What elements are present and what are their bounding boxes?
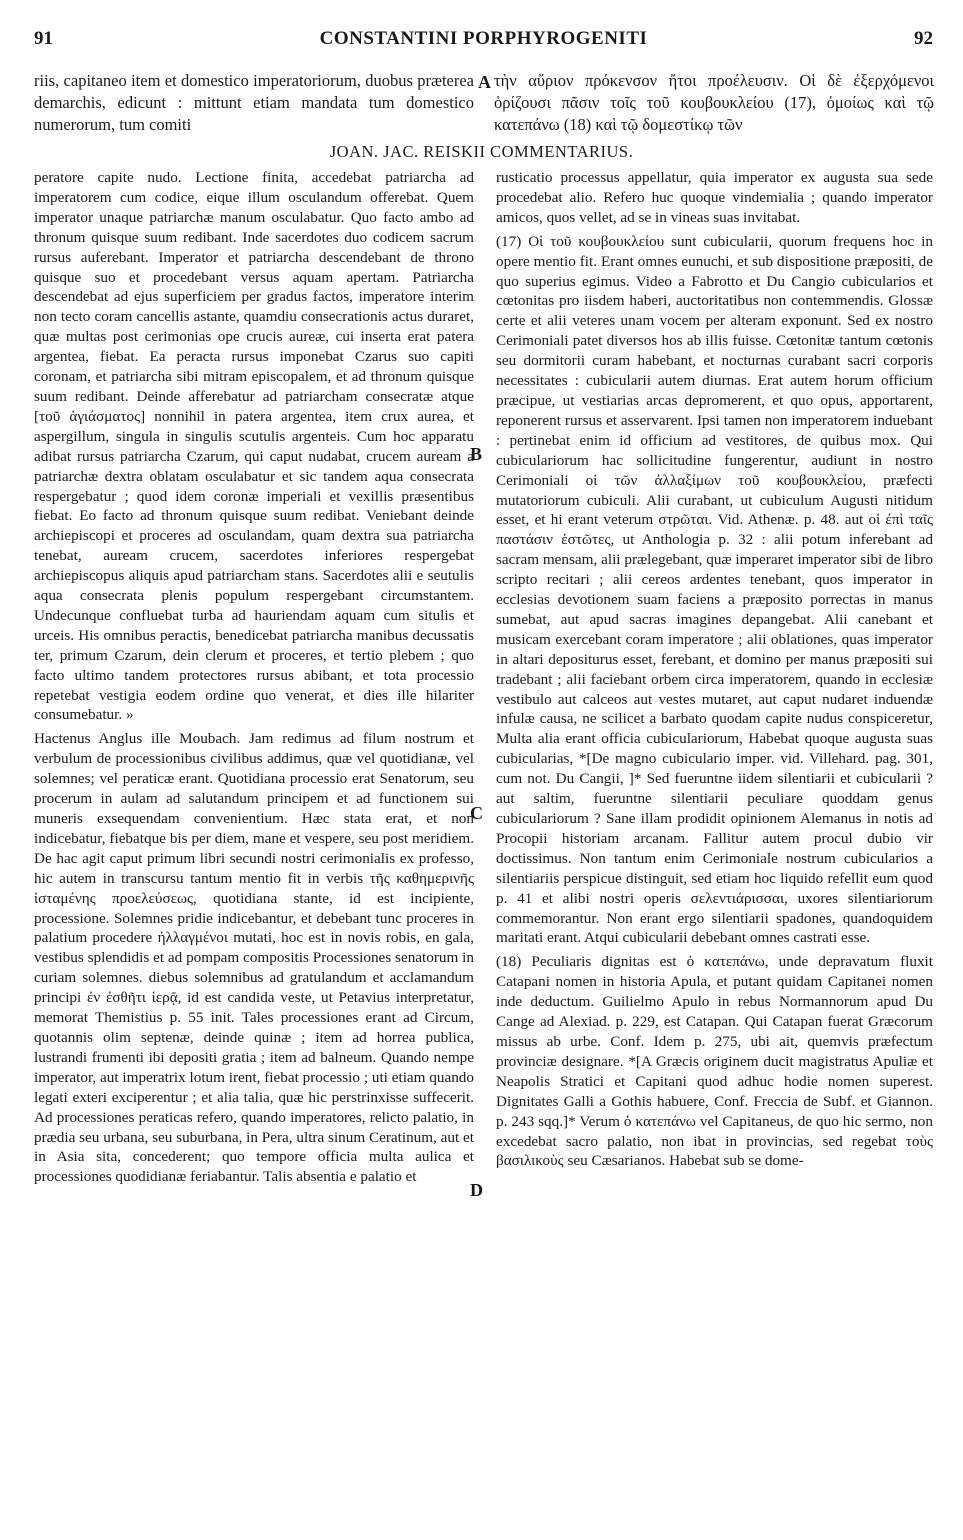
latin-translation: riis, capitaneo item et domestico imperatoriorum, duobus præterea demarchis, edicunt : mittunt etiam mandata tum domestico numerorum, tum comiti bbox=[34, 71, 474, 134]
margin-marker-d: D bbox=[470, 1180, 483, 1200]
paragraph: (18) Peculiaris dignitas est ὁ κατεπάνω, unde depravatum fluxit Catapani nomen in historia Apula, et putant quidam Capitanei nomen inde deductum. Guilielmo Apulo in rebus Normannorum apud Du Cange ad Alexiad. p. 229, est Catapan. Qui Catapan fuerat Græcorum missus ab urbe. Conf. Idem p. 275, ubi ait, quemvis præfectum provinciæ designare. *[A Græcis originem ducit magistratus Apuliæ et Neapolis Stratici et Capitani quod adhuc hodie nomen superest. Dignitates Galli a Gothis habuere, Conf. Freccia de Subf. et Giannon. p. 243 sqq.]* Verum ὁ κατεπάνω vel Capitaneus, de quo hic sermo, non excedebat sacro palatio, non ibat in provincias, sed regebat τοὺς βασιλικοὺς seu Cæsarianos. Habebat sub se dome- bbox=[496, 953, 933, 1170]
paragraph: (17) Οἱ τοῦ κουβουκλείου sunt cubicularii, quorum frequens hoc in opere mentio fit. Erant omnes eunuchi, et sub dispositione præpositi, de quo superius egimus. Video a Fabrotto et Du Cangio cubicularios et cœtonitas pro iisdem haberi, auctoritatibus non contemmendis. Glossæ certe et alii veteres unam vocem per alteram exponunt. Sed ex nostro Cerimoniali patet diversos hos ab illis fuisse. Cœtonitæ tantum cœtonis seu dormitorii curam habebant, et nocturnas curabant sacri corporis necessitates : cubicularii autem diurnas. Erat autem horum officium præcipue, ut vestiarias arcas depromerent, et quo opus, apportarent, reponerent rursus et asservarent. Ipsi tamen non imperatorem induebant : pertinebat enim id officium ad vestitores, de quibus mox. Qui cubiculariorum hac sollicitudine fungerentur, audiunt in nostro Cerimoniali οἱ τῶν ἀλλαξίμων τοῦ κουβουκλείου, præfecti mutatoriorum cubiculi. Alii curabant, ut cubiculum Augusti nitidum esset, et hi erant veterum στρῶται. Vid. Athenæ. p. 48. aut οἱ ἐπὶ ταῖς παστάσιν ἑστῶτες, ut Anthologia p. 32 : alii potum inferebant ad sacram mensam, alii prælegebant, quæ imperaret imperator sibi de libro scripto recitari ; alii cereos ardentes tenebant, quos imperator in ecclesias devotionem suam faciens a præposito porrectas in manus sumebat, aut apud sacras imagines depangebat. Alii canebant et musicam exercebant coram imperatore ; alii oblationes, quas imperator in altari depositurus esset, ferebant, et domino per manus præpositi sui tradebant ; alii faciebant orbem circa imperatorem, quando in ecclesiæ vestibulo aut calceos aut vestes mutaret, aut caput nudaret induendæ infulæ causa, ne scilicet a barbato quodam capite nudus conspiceretur, Multa alia erant officia cubiculariorum, Habebat quoque augusta suas cubicularias, *[De magno cubiculario imper. vid. Villehard. pag. 301, cum not. Du Cangii, ]* Sed fueruntne iidem silentiarii et cubicularii ? aut saltim, fueruntne silentiarii peculiare quoddam genus cubiculariorum ? Sane illam prodidit opinionem Alemanus in notis ad Procopii historiam arcanam. Fallitur autem procul dubio vir doctissimus. Non tantum enim Cerimoniale nostrum cubicularios a silentiariis perspicue distinguit, sed etiam hoc liquido refellit eum quod p. 41 et alibi nostri operis σελεντιάρισσαι, uxores silentiariorum commemorantur. Non erant ergo silentiarii spadones, quandoquidem maritati erant. Atqui cubicularii debebant omnes castrati esse. bbox=[496, 232, 933, 947]
paragraph: rusticatio processus appellatur, quia imperator ex augusta sua sede procedebat alio. Refero huc quoque vindemialia ; quando imperator amicos, quos vellet, ad se in vineas suas invitabat. bbox=[496, 169, 933, 226]
commentary-left-column bbox=[34, 168, 474, 1520]
commentary-right-column bbox=[496, 168, 933, 1520]
right-page-number: 92 bbox=[914, 28, 933, 49]
running-header bbox=[34, 28, 933, 58]
paragraph: peratore capite nudo. Lectione finita, accedebat patriarcha ad imperatorem cum codice, eique illum osculandum offerebat. Quem imperator unaque patriarchæ manum osculabatur. Quo facto ambo ad thronum quisque suum redibant. Inde sacerdotes duo codicem sacrum rursus auferebant. Imperator et patriarcha descendebant de throno quisque suo et procedebant versus aquam apertam. Patriarcha descendebat ad ejus superficiem per gradus factos, imperatore interim non tecto coram cancellis astante, quamdiu consecrationis actus duraret, quæ multas post cerimonias ope crucis aureæ, cui inserta erat patera argentea, fiebat. Ea peracta rursus imponebat Czarus suo capiti coronam, et patriarcha sibi mitram episcopalem, et ad thronum quisque suum redibant. Deinde afferebatur ad patriarcham consecratæ atque [τοῦ ἁγιάσματος] nonnihil in patera argentea, item crux aurea, et aspergillum, singula in singulis scutulis argenteis. Cum hoc apparatu adibat rursus patriarcha Czarum, qui caput nudabat, crucem auream a patriarchæ dextra oblatam osculabatur et sic tandem aqua consecrata respergebatur ; quod idem coronæ imperiali et vexillis præsentibus fiebat. Eo facto ad thronum quisque suum redibat. Veniebant deinde archiepiscopi et proceres ad osculandam, quam dextra sua patriarcha tenebat, auream crucem, sacerdotes inferiores respergebat archiepiscopus aliquis apud patriarcham stans. Sacerdotes alii e seutulis aqua consecrata plenis populum respergebant circumstantem. Undecunque confluebat turba ad hauriendam aquam cum situlis et urceis. His omnibus peractis, benedicebat patriarcha manibus decussatis ter, primum Czarum, dein clerum et proceres, et tertio plebem ; quo facto ultimo tandem protectores rursus abibant, et tota processio repetebat vestigia eodem ordine quo venerat, et dies ille hilariter consumebatur. » bbox=[34, 169, 474, 724]
margin-marker-c: C bbox=[470, 803, 483, 823]
margin-marker-b: B bbox=[470, 444, 483, 464]
margin-marker-a: A bbox=[478, 72, 491, 92]
commentary bbox=[34, 168, 933, 1520]
left-page-number: 91 bbox=[34, 28, 53, 49]
paragraph: Hactenus Anglus ille Moubach. Jam redimus ad filum nostrum et verbulum de processionibus civilibus addimus, quæ vel quotidianæ, vel solemnes; vel peraticæ erant. Quotidiana processio erat Senatorum, seu procerum in aulam ad salutandum principem et ad functionem sui muneris exsequendam convenientium. Hæc stata erat, et non indicebatur, fiebatque bis per diem, mane et vespere, seu post meridiem. De hac agit caput primum libri secundi nostri cerimonialis ex professo, hic autem in transcursu tantum mentio fit in verbis τῆς καθημερινῆς ἱσταμένης προελεύσεως, quotidiana stante, id est incipiente, processione. Solemnes pridie indicebantur, et debebant tunc proceres in palatium procedere ἠλλαγμένοι mutati, hoc est in novis robis, en gala, vestibus splendidis et ad pompam compositis Processiones senatorum in curiam solemnes. diebus solemnibus ad gratulandum et acclamandum principi ἐν ἐσθῆτι ἱερᾷ, id est candida veste, ut Petavius interpretatur, memorat Themistius p. 55 init. Tales processiones erant ad Circum, quotannis olim septenæ, deinde quinæ ; item ad horrea publica, lustrandi frumenti ibi depositi gratia ; item ad balneum. Quando nempe imperator, aut imperatrix lotum irent, fiebat processio ; uti etiam quando legati exteri exciperentur ; et alia talia, quæ hic perstrinxisse suffecerit. Ad processiones peraticas refero, quando imperatores, relicto palatio, in prædia seu urbana, seu suburbana, in Pera, ultra sinum Ceratinum, aut et in Asia sita, concederent; quo tempore officia multa aulica et processiones quodidianæ feriabantur. Talis absentia e palatio et bbox=[34, 730, 474, 1186]
greek-text: τὴν αὔριον πρόκενσον ἤτοι προέλευσιν. Οἱ δὲ ἐξερχόμενοι ὁρίζουσι πᾶσιν τοῖς τοῦ κουβουκλείου (17), ὁμοίως καὶ τῷ κατεπάνω (18) καὶ τῷ δομεστίκῳ τῶν bbox=[494, 71, 934, 134]
page-title: CONSTANTINI PORPHYROGENITI bbox=[319, 28, 648, 49]
commentary-header: JOAN. JAC. REISKII COMMENTARIUS. bbox=[329, 142, 634, 161]
